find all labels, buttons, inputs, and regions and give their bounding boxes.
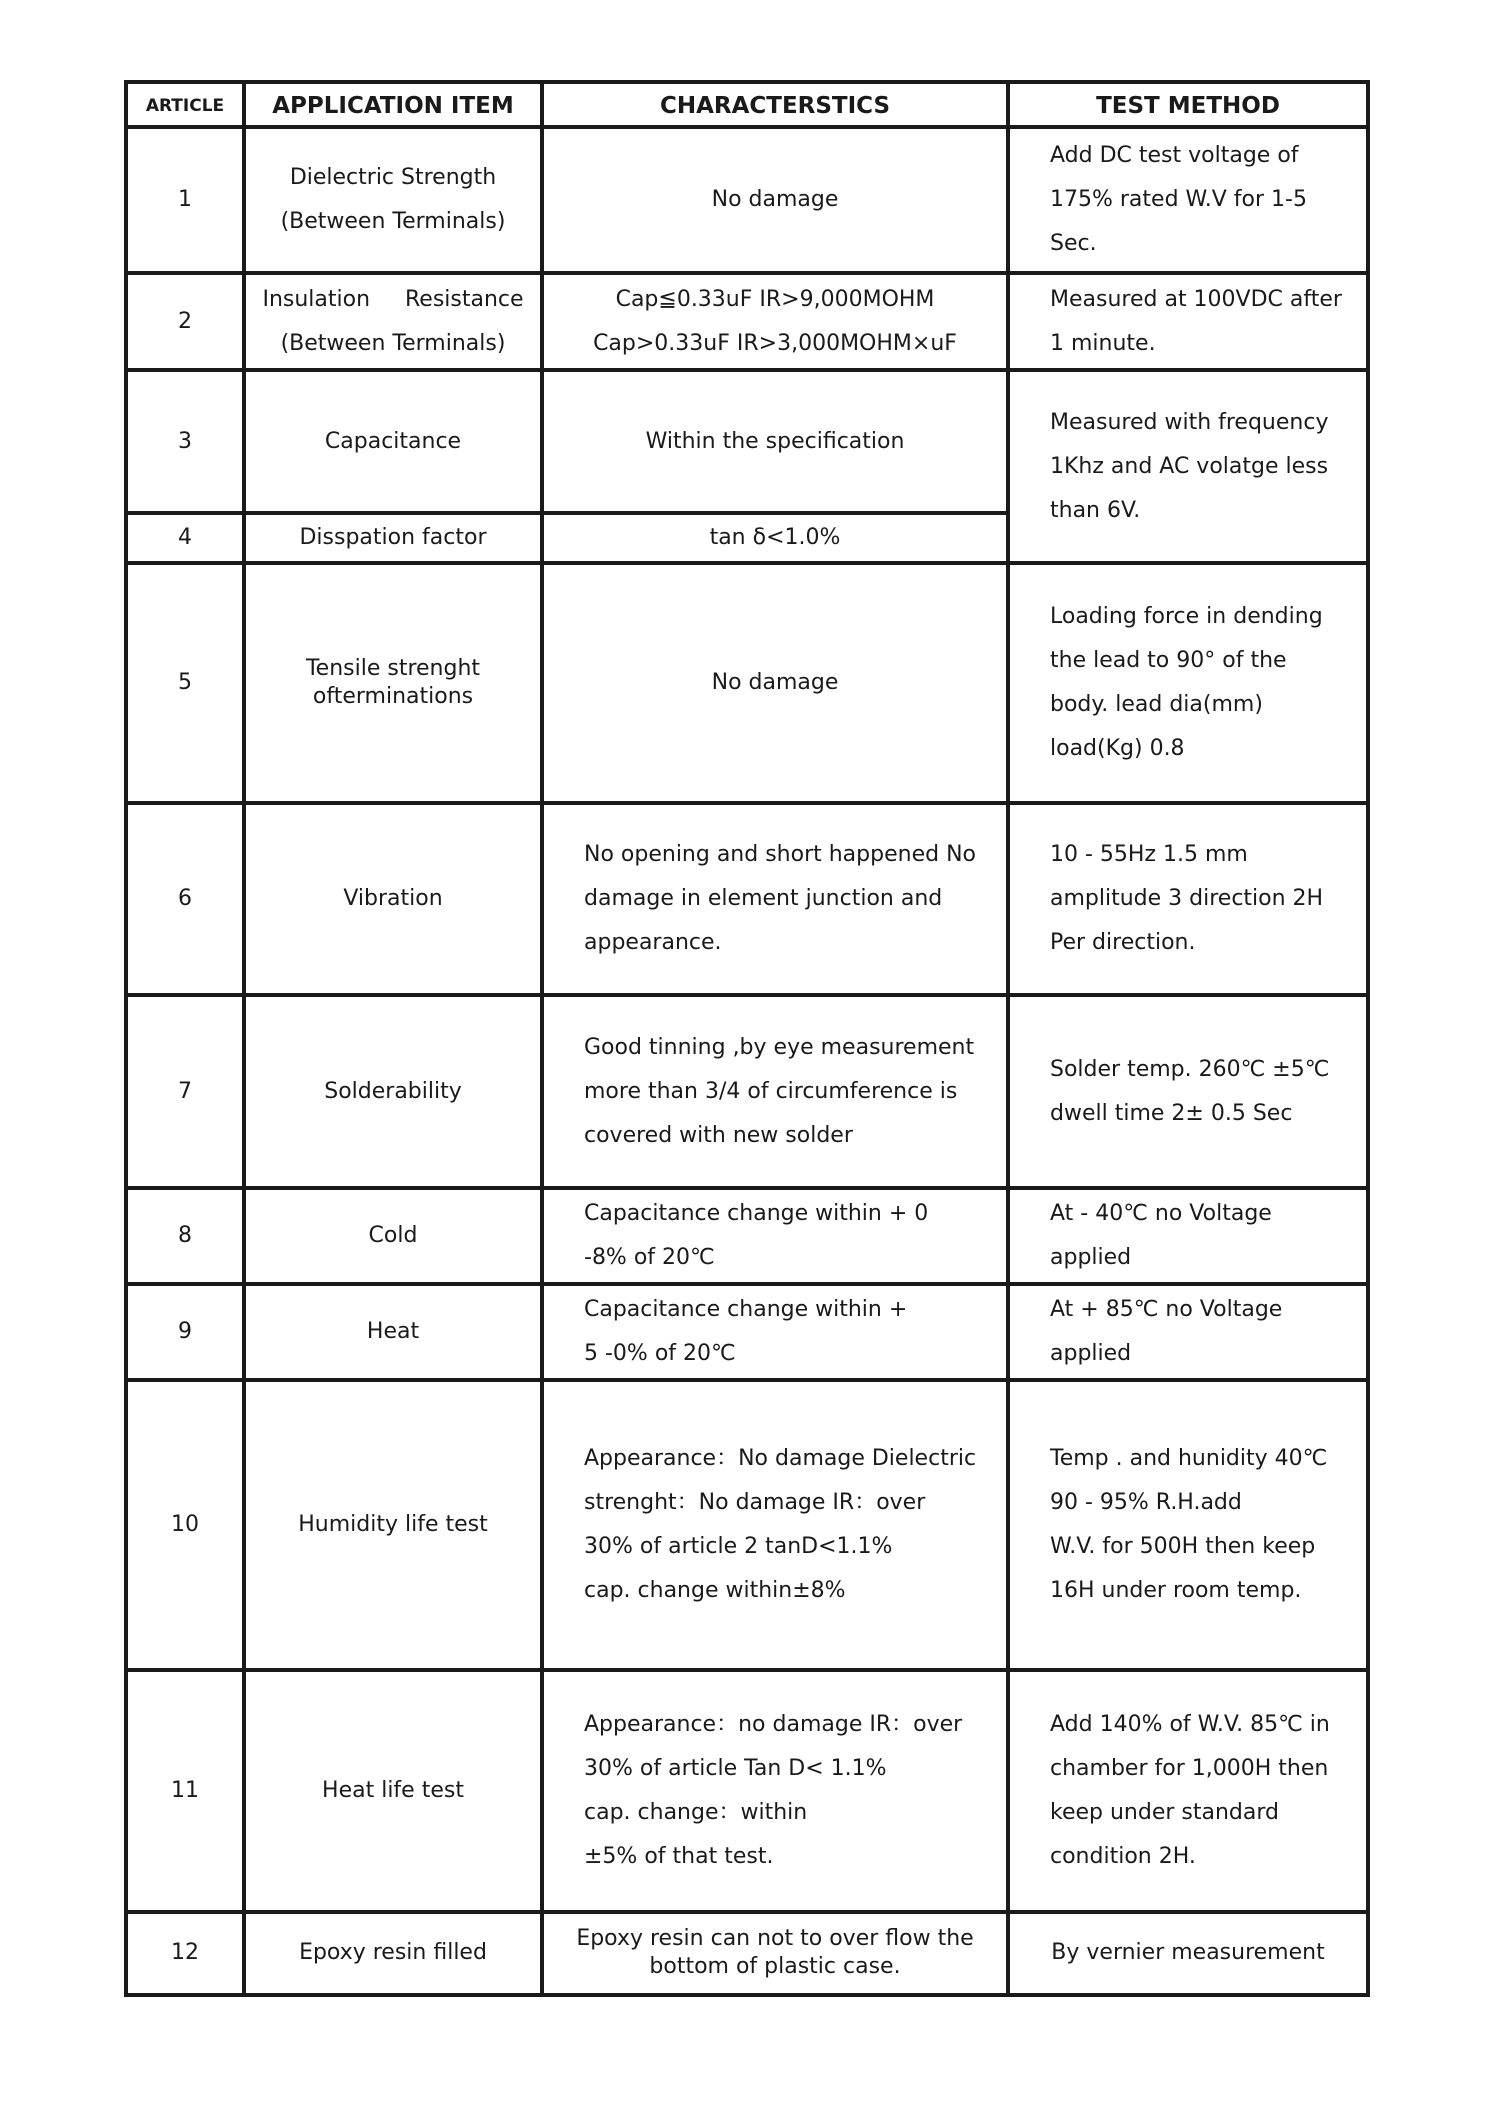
test-method-cell (1050, 807, 1358, 991)
characteristics-cell (544, 567, 1006, 799)
application-item-line: Heat (366, 1319, 420, 1344)
test-method-cell (1050, 567, 1358, 799)
application-item-line: Vibration (343, 886, 443, 911)
application-item-line: Insulation Resistance (262, 286, 524, 312)
test-method-cell-line: condition 2H. (1050, 1844, 1196, 1869)
characteristics-cell-line: covered with new solder (584, 1122, 853, 1148)
row-divider (124, 801, 1370, 805)
characteristics-cell-line: Cap>0.33uF IR>3,000MOHM×uF (593, 330, 957, 356)
row-divider (124, 1378, 1370, 1382)
characteristics-cell-line: more than 3/4 of circumference is (584, 1078, 958, 1104)
test-method-cell-line: 16H under room temp. (1050, 1578, 1302, 1603)
row-divider (124, 511, 1006, 515)
characteristics-cell (544, 1916, 1006, 1989)
application-item (246, 807, 540, 991)
test-method-cell-line: amplitude 3 direction 2H (1050, 886, 1324, 911)
characteristics-cell-line: Within the specification (645, 428, 905, 454)
characteristics-cell-line: -8% of 20℃ (584, 1245, 715, 1270)
application-item-line: Cold (368, 1223, 418, 1248)
characteristics-cell (544, 374, 1006, 509)
article-number-text: 5 (178, 670, 192, 695)
characteristics-cell-line: Good tinning ,by eye measurement (584, 1034, 975, 1060)
test-method-cell-line: Temp . and hunidity 40℃ (1050, 1446, 1328, 1471)
article-number (128, 999, 242, 1184)
characteristics-cell-line: 30% of article Tan D< 1.1% (584, 1756, 887, 1781)
header-application-item: APPLICATION ITEM (272, 92, 514, 119)
article-number (128, 374, 242, 509)
application-item-line: Heat life test (322, 1778, 464, 1803)
test-method-cell (1050, 999, 1358, 1184)
application-item (246, 1192, 540, 1280)
test-method-cell-line: load(Kg) 0.8 (1050, 736, 1185, 761)
characteristics-cell (584, 1192, 998, 1280)
application-item (246, 999, 540, 1184)
article-number (128, 1192, 242, 1280)
application-item (246, 567, 540, 799)
test-method-cell-line: keep under standard (1050, 1800, 1279, 1825)
application-item-line: Humidity life test (298, 1512, 488, 1537)
characteristics-cell-line: strenght：No damage IR：over (584, 1490, 926, 1515)
characteristics-cell-line: damage in element junction and (584, 886, 943, 911)
article-number (128, 517, 242, 559)
test-method-cell-line: 10 - 55Hz 1.5 mm (1050, 842, 1248, 867)
test-method-cell (1050, 1288, 1358, 1376)
test-method-cell (1050, 277, 1358, 366)
test-method-cell-line: Per direction. (1050, 930, 1196, 955)
test-method-cell-line: than 6V. (1050, 497, 1141, 523)
application-item (246, 1384, 540, 1666)
test-method-cell-line: body. lead dia(mm) (1050, 692, 1263, 717)
test-method-cell-line: Add DC test voltage of (1050, 143, 1299, 168)
application-item (246, 517, 540, 559)
article-number (128, 567, 242, 799)
article-number-text: 9 (178, 1319, 192, 1344)
test-method-cell-line: applied (1050, 1341, 1132, 1366)
test-method-cell-line: the lead to 90° of the (1050, 648, 1287, 673)
article-number (128, 131, 242, 269)
characteristics-cell-line: 5 -0% of 20℃ (584, 1341, 736, 1366)
test-method-cell-line: Sec. (1050, 231, 1097, 256)
article-number-text: 3 (178, 428, 192, 454)
application-item (246, 131, 540, 269)
characteristics-cell-line: No opening and short happened No (584, 842, 976, 867)
test-method-cell-line: dwell time 2± 0.5 Sec (1050, 1100, 1293, 1126)
article-number-text: 1 (178, 187, 192, 212)
header-characteristics: CHARACTERSTICS (659, 92, 891, 119)
test-method-cell-line: 1 minute. (1050, 330, 1156, 356)
application-item-line: (Between Terminals) (280, 330, 506, 356)
article-number-text: 10 (171, 1512, 199, 1537)
row-divider (124, 368, 1370, 372)
test-method-cell-line: At - 40℃ no Voltage (1050, 1201, 1272, 1226)
application-item-line: Capacitance (324, 428, 462, 454)
application-item-line: (Between Terminals) (280, 209, 506, 234)
test-method-cell (1050, 374, 1358, 559)
test-method-cell-line: applied (1050, 1245, 1132, 1270)
characteristics-cell-line: Appearance：No damage Dielectric (584, 1446, 977, 1471)
article-number-text: 4 (178, 525, 192, 550)
header-article: ARTICLE (145, 95, 225, 116)
row-divider (124, 271, 1370, 275)
characteristics-cell-line: bottom of plastic case. (649, 1953, 901, 1979)
header-test-method: TEST METHOD (1096, 92, 1280, 119)
test-method-cell-line: Solder temp. 260℃ ±5℃ (1050, 1056, 1330, 1082)
characteristics-cell-line: tan δ<1.0% (709, 525, 841, 550)
test-method-cell-line: 175% rated W.V for 1-5 (1050, 187, 1307, 212)
application-item-line: ofterminations (312, 684, 474, 709)
article-number (128, 1384, 242, 1666)
characteristics-cell-line: ±5% of that test. (584, 1844, 774, 1869)
application-item (246, 277, 540, 366)
test-method-cell-line: By vernier measurement (1051, 1939, 1325, 1965)
characteristics-cell-line: Appearance：no damage IR：over (584, 1712, 963, 1737)
application-item (246, 1288, 540, 1376)
article-number (128, 1916, 242, 1989)
row-divider (124, 993, 1370, 997)
characteristics-cell (584, 1288, 998, 1376)
test-method-cell (1050, 1674, 1358, 1908)
characteristics-cell (584, 1384, 998, 1666)
characteristics-cell-line: appearance. (584, 930, 722, 955)
test-method-cell-line: Measured at 100VDC after (1050, 286, 1342, 312)
test-method-cell (1010, 1916, 1366, 1989)
characteristics-cell-line: cap. change within±8% (584, 1578, 846, 1603)
test-method-cell-line: Add 140% of W.V. 85℃ in (1050, 1712, 1330, 1737)
article-number-text: 8 (178, 1223, 192, 1248)
test-method-cell-line: chamber for 1,000H then (1050, 1756, 1329, 1781)
article-number-text: 11 (171, 1778, 199, 1803)
article-number (128, 277, 242, 366)
application-item (246, 1674, 540, 1908)
application-item-line: Tensile strenght (305, 656, 481, 681)
application-item-line: Solderability (324, 1078, 462, 1104)
article-number-text: 7 (178, 1078, 192, 1104)
characteristics-cell (584, 807, 998, 991)
characteristics-cell-line: Cap≦0.33uF IR>9,000MOHM (615, 286, 935, 312)
article-number (128, 1674, 242, 1908)
test-method-cell-line: Loading force in dending (1050, 604, 1323, 629)
row-divider (124, 1282, 1370, 1286)
test-method-cell-line: At + 85℃ no Voltage (1050, 1297, 1283, 1322)
test-method-cell (1050, 131, 1358, 269)
characteristics-cell (544, 517, 1006, 559)
characteristics-cell (544, 131, 1006, 269)
test-method-cell-line: 90 - 95% R.H.add (1050, 1490, 1242, 1515)
characteristics-cell-line: No damage (711, 187, 839, 212)
row-divider (124, 1668, 1370, 1672)
application-item-line: Epoxy resin filled (299, 1939, 487, 1965)
test-method-cell-line: Measured with frequency (1050, 409, 1329, 435)
characteristics-cell (584, 1674, 998, 1908)
characteristics-cell-line: Capacitance change within + 0 (584, 1201, 929, 1226)
test-method-cell-line: 1Khz and AC volatge less (1050, 453, 1329, 479)
characteristics-cell-line: cap. change：within (584, 1800, 808, 1825)
row-divider (124, 1910, 1370, 1914)
article-number-text: 12 (171, 1939, 199, 1965)
characteristics-cell-line: Capacitance change within + (584, 1297, 908, 1322)
characteristics-cell (584, 999, 998, 1184)
characteristics-cell-line: 30% of article 2 tanD<1.1% (584, 1534, 893, 1559)
article-number-text: 2 (178, 308, 192, 334)
row-divider (124, 561, 1370, 565)
characteristics-cell-line: No damage (711, 670, 839, 695)
test-method-cell-line: W.V. for 500H then keep (1050, 1534, 1316, 1559)
application-item (246, 374, 540, 509)
application-item-line: Dielectric Strength (289, 165, 497, 190)
article-number-text: 6 (178, 886, 192, 911)
article-number (128, 807, 242, 991)
application-item-line: Disspation factor (299, 525, 487, 550)
characteristics-cell (544, 277, 1006, 366)
article-number (128, 1288, 242, 1376)
application-item (246, 1916, 540, 1989)
test-method-cell (1050, 1192, 1358, 1280)
row-divider (124, 1186, 1370, 1190)
test-method-cell (1050, 1384, 1358, 1666)
characteristics-cell-line: Epoxy resin can not to over flow the (576, 1925, 974, 1951)
